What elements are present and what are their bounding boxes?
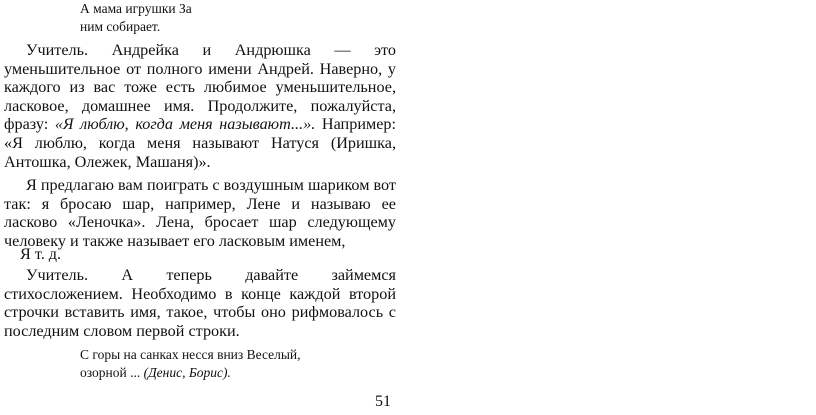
paragraph-1-lead: Учитель. Андрейка и Андрюшка — это уменьшительное от полного имени Андрей. Наверно, у каждого из вас тоже есть любимое уменьшительное, ласковое, домашнее имя. Продолжите, пожалуйста, фразу: <box>4 41 396 134</box>
verse-top <box>80 0 400 36</box>
paragraph-balloon-game: Я предлагаю вам поиграть с воздушным шариком вот так: я бросаю шар, например, Лене и называю ее ласково «Леночка». Лена, бросает шар следующему человеку и также называет его ласковым именем, <box>4 176 396 250</box>
page-number: 51 <box>375 393 391 410</box>
paragraph-versification: Учитель. А теперь давайте займемся стихосложением. Необходимо в конце каждой второй строчки вставить имя, такое, чтобы оно рифмовалось с последним словом первой строки. <box>4 266 396 340</box>
verse-top-line-2: ним собирает. <box>80 19 161 34</box>
verse-top-line-1: А мама игрушки За <box>80 1 192 16</box>
paragraph-1-tail: Например: «Я люблю, когда меня называют Натуся (Иришка, Антошка, Олежек, Машаня)». <box>4 115 397 171</box>
verse-bottom-line-2-italic: (Денис, Борис). <box>143 365 231 380</box>
paragraph-1-italic-phrase: «Я люблю, когда меня называют...». <box>54 115 316 134</box>
verse-bottom-line-2 <box>80 364 400 382</box>
paragraph-teacher-names <box>4 41 396 171</box>
verse-bottom-line-2-lead: озорной ... <box>80 365 144 380</box>
verse-bottom-line-1: С горы на санках несся вниз Веселый, <box>80 347 301 362</box>
paragraph-balloon-game-tail: Я т. д. <box>20 245 62 263</box>
verse-bottom <box>80 346 400 382</box>
